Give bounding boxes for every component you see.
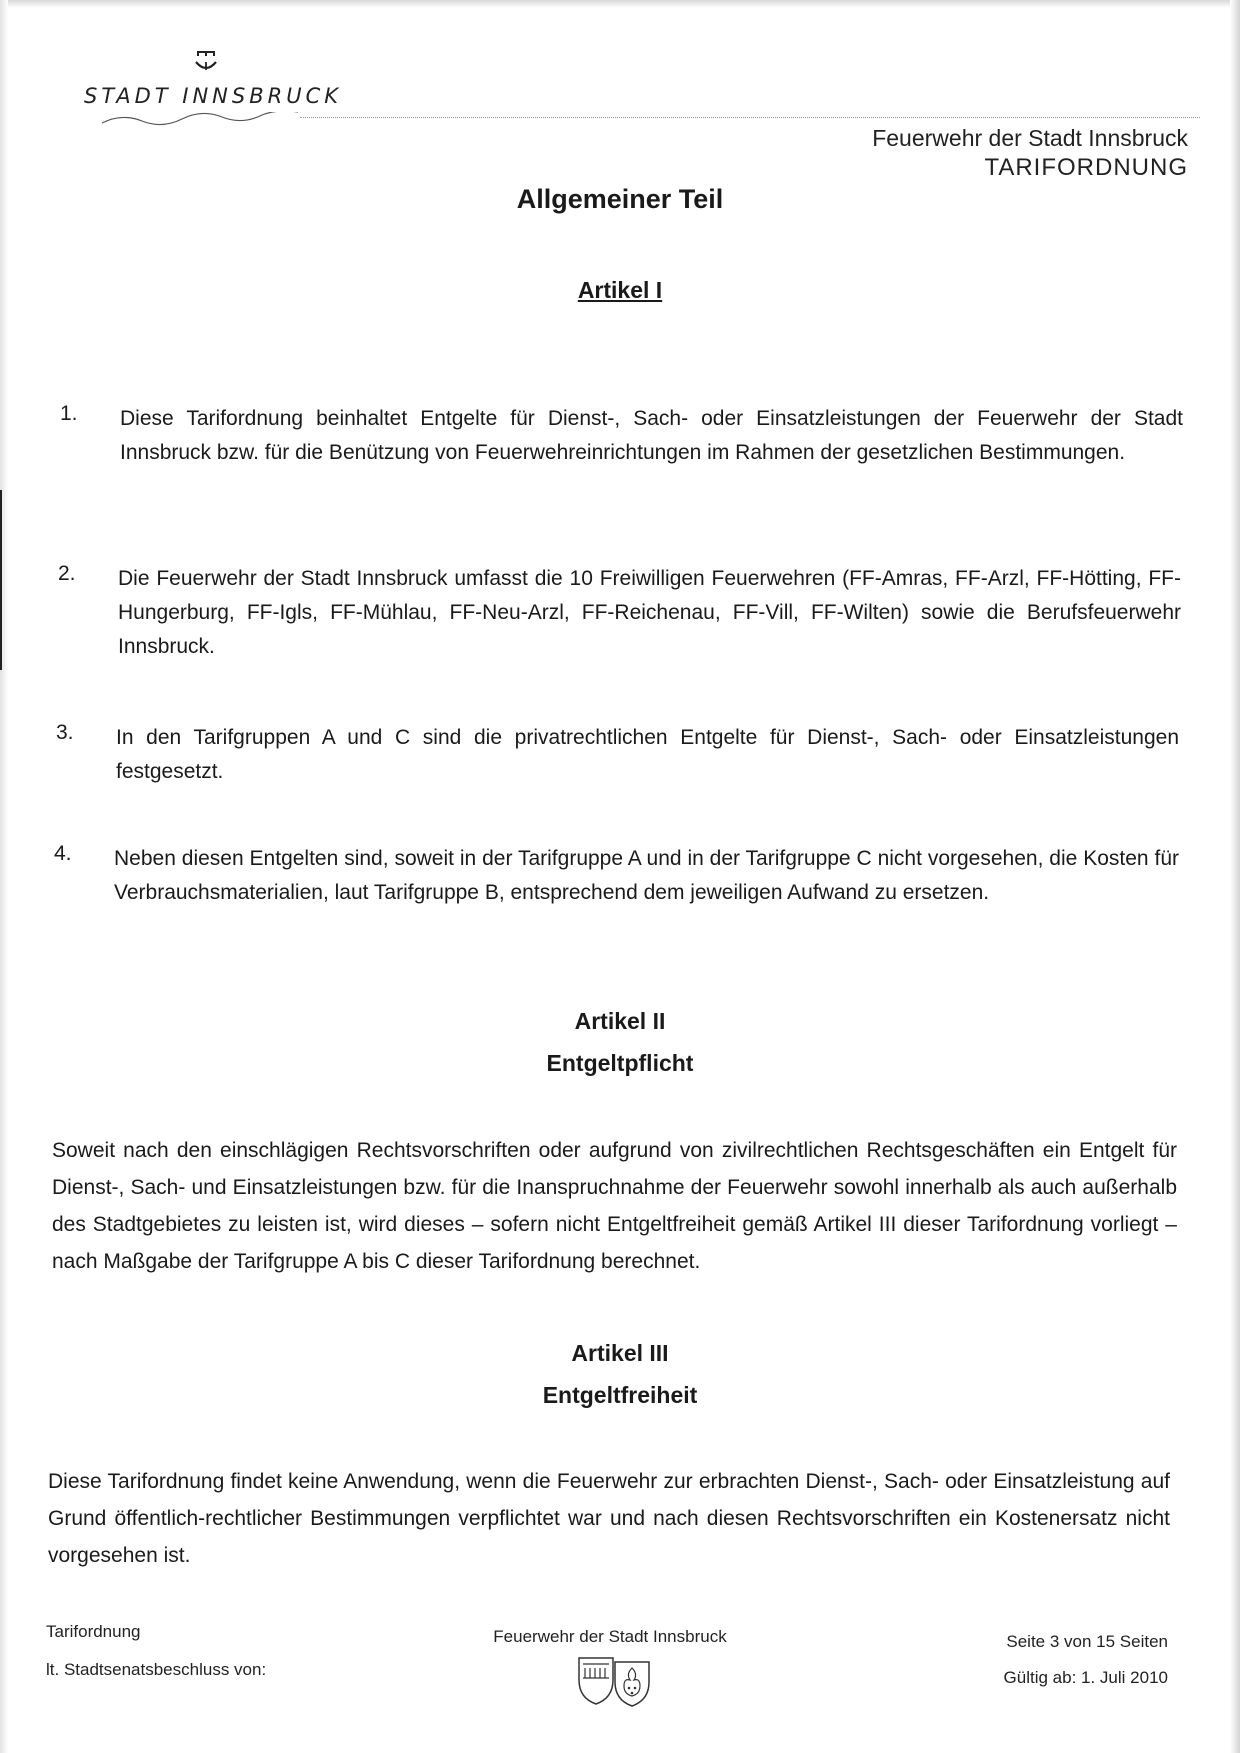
- footer-document-name: Tarifordnung: [46, 1622, 141, 1641]
- article-3-heading: Artikel III: [571, 1340, 669, 1366]
- article-2-subheading: Entgeltpflicht: [546, 1050, 694, 1076]
- article-2-text: Soweit nach den einschlägigen Rechtsvorschriften oder aufgrund von zivilrechtlichen Rechtsgeschäften ein Entgelt für Dienst-, Sach- und Einsatzleistungen bzw. für die Inanspruchnahme der Feuerwehr sowohl innerhalb als auch außerhalb des Stadtgebietes zu leisten ist, wird dieses – sofern nicht Entgeltfreiheit gemäß Artikel III dieser Tarifordnung vorliegt – nach Maßgabe der Tarifgruppe A bis C dieser Tarifordnung berechnet.: [52, 1139, 1177, 1273]
- list-item-text: In den Tarifgruppen A und C sind die privatrechtlichen Entgelte für Dienst-, Sach- oder Einsatzleistungen festgesetzt.: [116, 726, 1179, 783]
- article-3-subheading: Entgeltfreiheit: [542, 1382, 698, 1408]
- header-document-title: TARIFORDNUNG: [984, 154, 1188, 181]
- article-3-text: Diese Tarifordnung findet keine Anwendung, wenn die Feuerwehr zur erbrachten Dienst-, Sach- oder Einsatzleistung auf Grund öffentlich-rechtlicher Bestimmungen verpflichtet war und nach diesen Rechtsvorschriften ein Kostenersatz nicht vorgesehen ist.: [48, 1470, 1170, 1567]
- list-item-number: 3.: [56, 721, 74, 744]
- main-title: Allgemeiner Teil: [516, 184, 724, 214]
- header-organization: Feuerwehr der Stadt Innsbruck: [872, 125, 1188, 151]
- header-right: [872, 125, 1188, 182]
- logo-swash-icon: [100, 112, 300, 126]
- article-2-heading: Artikel II: [574, 1008, 666, 1034]
- list-item-text: Die Feuerwehr der Stadt Innsbruck umfasst die 10 Freiwilligen Feuerwehren (FF-Amras, FF-Arzl, FF-Hötting, FF-Hungerburg, FF-Igls, FF-Mühlau, FF-Neu-Arzl, FF-Reichenau, FF-Vill, FF-Wilten) sowie die Berufsfeuerwehr Innsbruck.: [118, 567, 1181, 658]
- scan-edge-right: [1230, 0, 1240, 1753]
- scan-edge-top: [0, 0, 1240, 8]
- scan-artifact-line: [0, 490, 2, 670]
- footer-resolution: lt. Stadtsenatsbeschluss von:: [46, 1660, 267, 1679]
- city-crest-icon: [191, 48, 221, 76]
- footer-valid-from: Gültig ab: 1. Juli 2010: [1003, 1668, 1168, 1687]
- footer-page-number: Seite 3 von 15 Seiten: [1006, 1632, 1168, 1651]
- logo-text: STADT INNSBRUCK: [84, 84, 343, 108]
- list-item-text: Diese Tarifordnung beinhaltet Entgelte für Dienst-, Sach- oder Einsatzleistungen der Feuerwehr der Stadt Innsbruck bzw. für die Benützung von Feuerwehreinrichtungen im Rahmen der gesetzlichen Bestimmungen.: [120, 407, 1183, 464]
- footer-organization: Feuerwehr der Stadt Innsbruck: [493, 1627, 727, 1646]
- article-1-heading: Artikel I: [577, 277, 663, 303]
- list-item-number: 2.: [58, 562, 76, 585]
- list-item-number: 4.: [54, 842, 72, 865]
- list-item-text: Neben diesen Entgelten sind, soweit in der Tarifgruppe A und in der Tarifgruppe C nicht vorgesehen, die Kosten für Verbrauchsmaterialien, laut Tarifgruppe B, entsprechend dem jeweiligen Aufwand zu ersetzen.: [114, 847, 1179, 904]
- scan-edge-left: [0, 0, 8, 1753]
- header-divider: [300, 117, 1200, 118]
- fire-department-crest-icon: [576, 1654, 652, 1710]
- city-logo: [84, 48, 343, 130]
- list-item-number: 1.: [60, 402, 78, 425]
